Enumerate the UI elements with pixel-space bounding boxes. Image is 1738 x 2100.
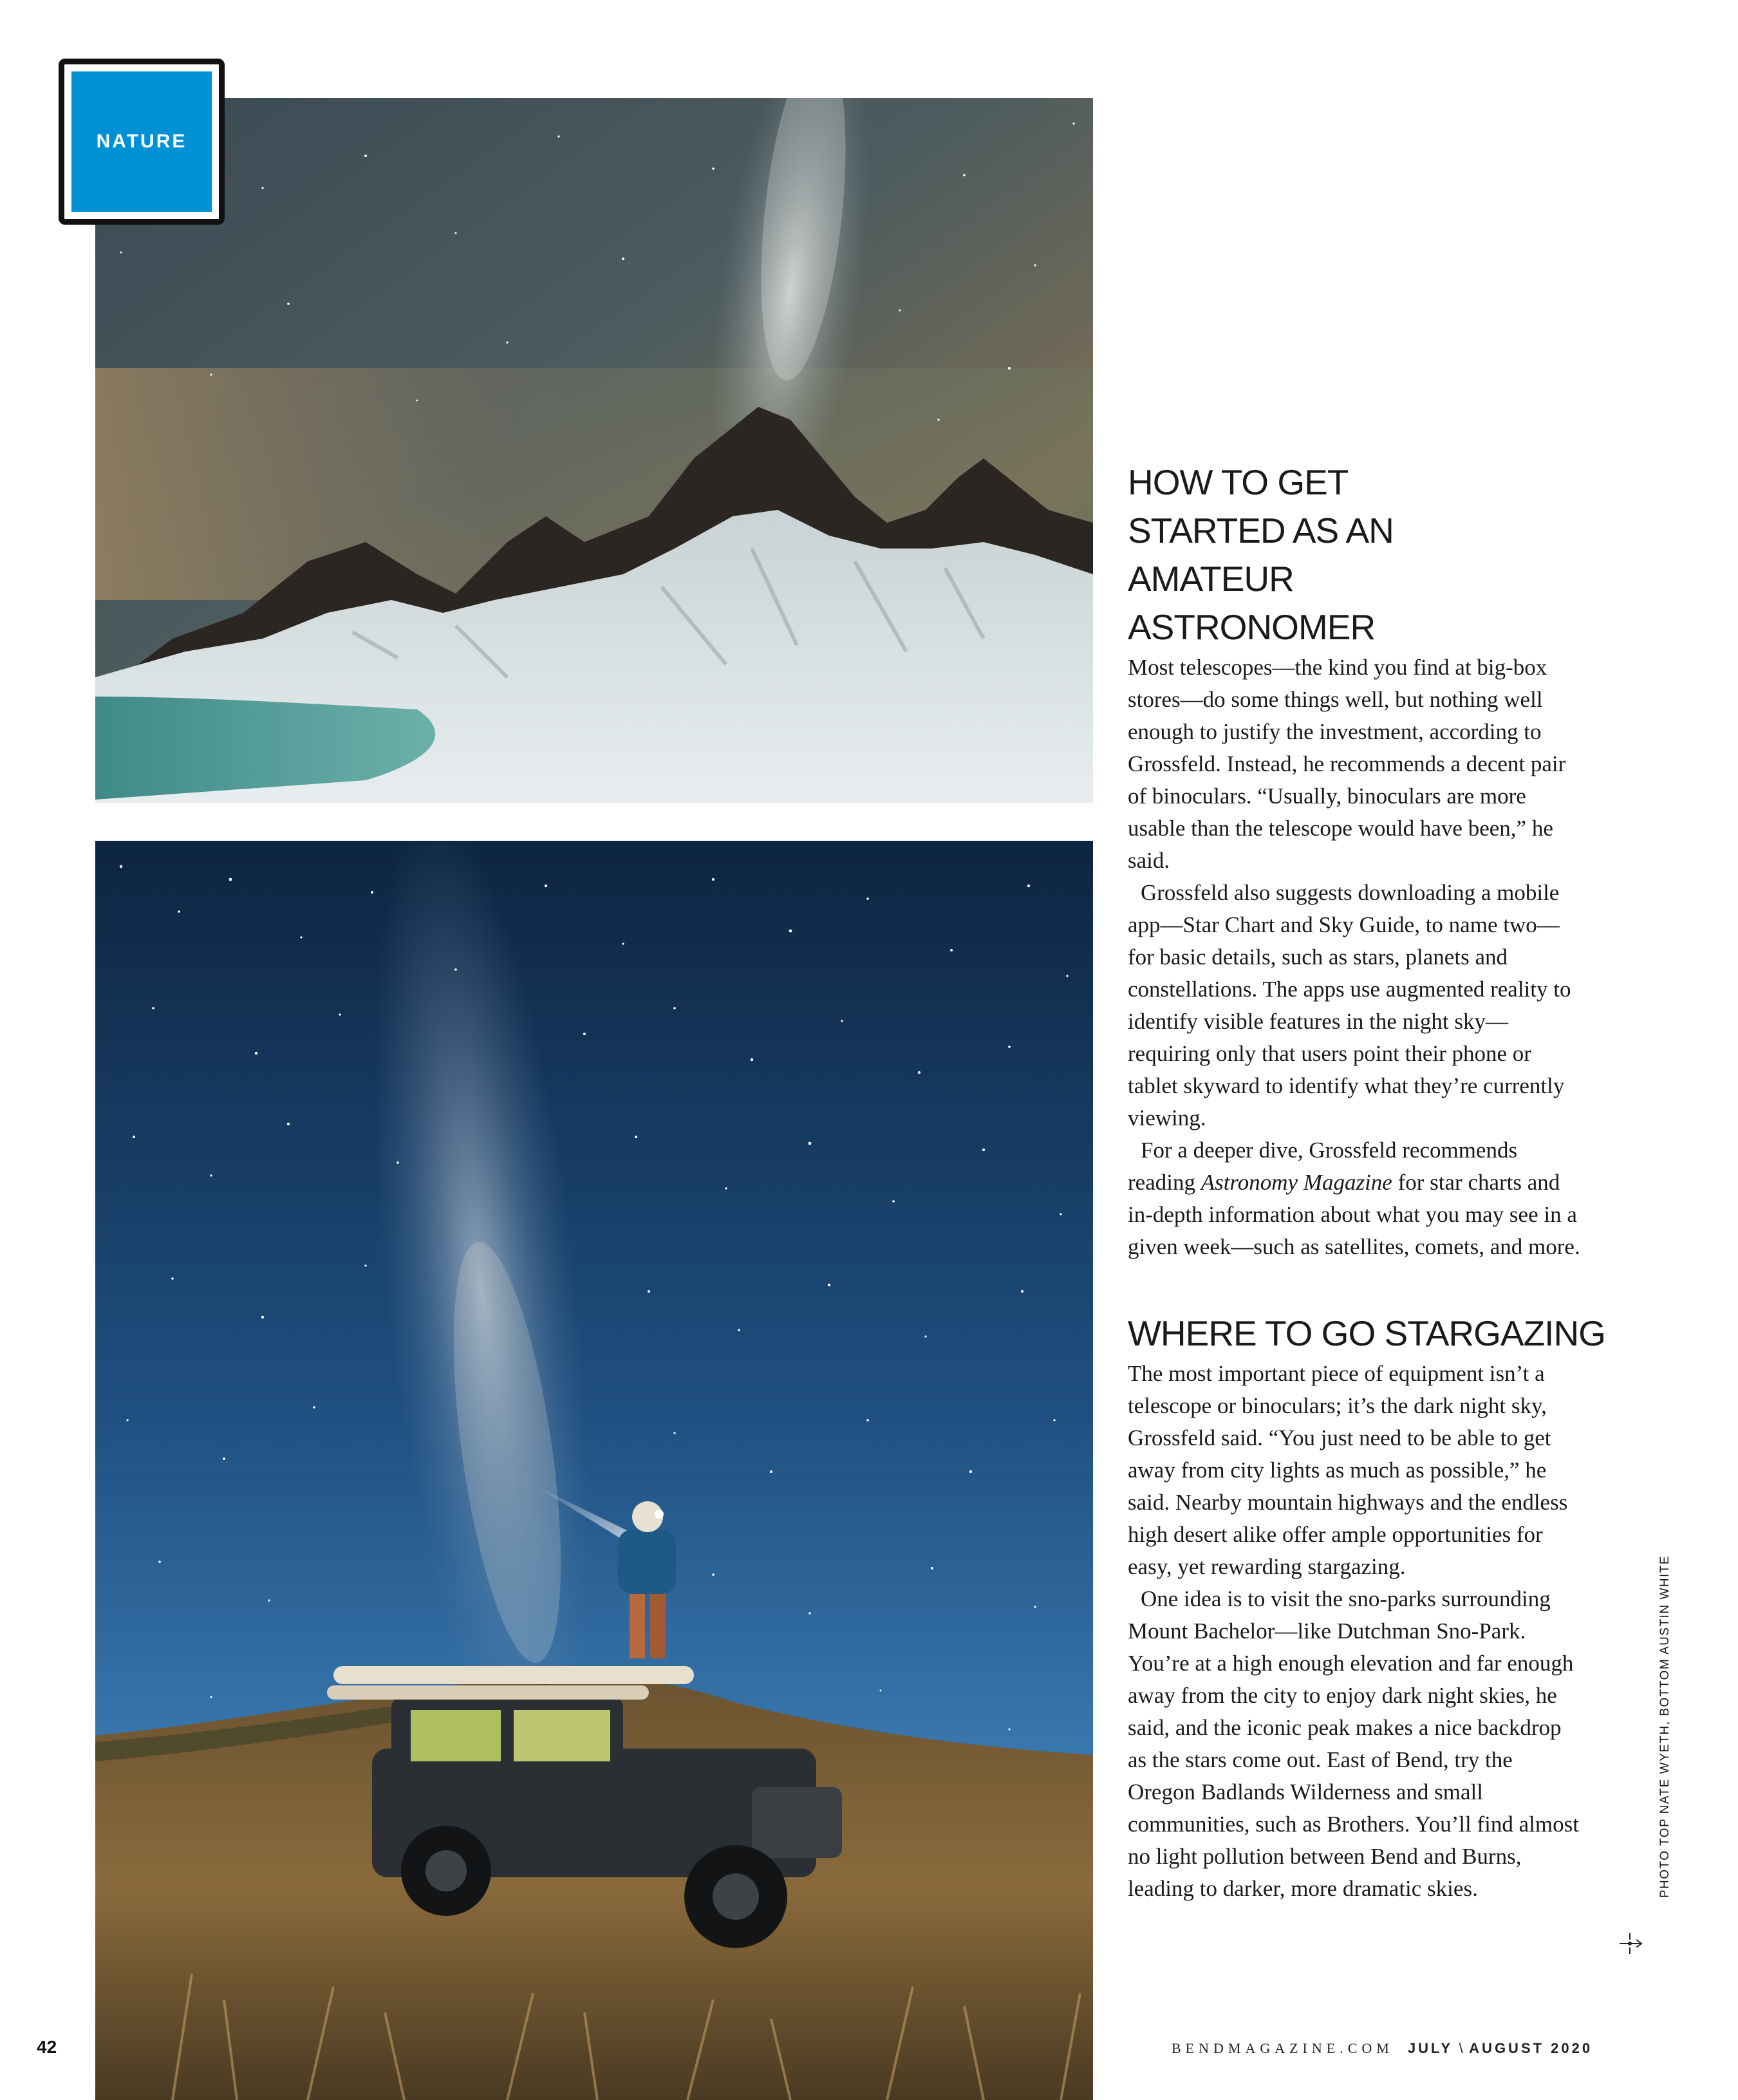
photo-top-mountain xyxy=(95,98,1093,803)
body-text: For a deeper dive, Grossfeld recommends reading xyxy=(1128,1138,1518,1195)
section-heading-getting-started: HOW TO GET STARTED AS AN AMATEUR ASTRONOMER xyxy=(1128,462,1394,647)
body-paragraph: The most important piece of equipment isn’t a telescope or binoculars; it’s the dark night sky, Grossfeld said. “You just need to be able to get away from city lights as much as possible,” he said. Nearby mountain highways and the endless high desert alike offer ample opportunities for easy, yet rewarding stargazing. xyxy=(1128,1361,1568,1579)
photo-credit xyxy=(1656,1553,1675,1900)
footer-site: BENDMAGAZINE.COM xyxy=(1172,2040,1394,2056)
footer-issue-left: JULY xyxy=(1407,2040,1453,2056)
body-paragraph: Most telescopes—the kind you find at big-box stores—do some things well, but nothing well enough to justify the investment, according to Grossfeld. Instead, he recommends a decent pair of binoculars. “Usually, binoculars are more usable than the telescope would have been,” he said. xyxy=(1128,655,1566,873)
mountain-milky-way-image xyxy=(95,98,1093,803)
body-paragraph: Grossfeld also suggests downloading a mobile app—Star Chart and Sky Guide, to name two—for basic details, such as stars, planets and constellations. The apps use augmented reality to identify visible features in the night sky—requiring only that users point their phone or tablet skyward to identify what they’re currently viewing. xyxy=(1128,880,1571,1130)
section-tag-label: NATURE xyxy=(96,131,187,152)
body-paragraph xyxy=(1128,1134,1585,1263)
stargazer-truck-image xyxy=(95,841,1093,2100)
photo-credit-text: PHOTO TOP NATE WYETH, BOTTOM AUSTIN WHITE xyxy=(1658,1555,1672,1898)
continue-arrow-icon xyxy=(1617,1929,1645,1958)
running-footer xyxy=(1172,2040,1593,2057)
footer-issue-right: AUGUST 2020 xyxy=(1469,2040,1593,2056)
section-heading-where-to-go: WHERE TO GO STARGAZING xyxy=(1128,1313,1605,1353)
photo-bottom-stargazer xyxy=(95,841,1093,2100)
article-column xyxy=(1128,458,1605,1905)
page-number: 42 xyxy=(37,2037,57,2057)
footer-separator: \ xyxy=(1459,2040,1463,2056)
section-tag xyxy=(59,59,225,225)
body-paragraph: One idea is to visit the sno-parks surrounding Mount Bachelor—like Dutchman Sno-Park. You’re at a high enough elevation and far enough away from the city to enjoy dark night skies, he said, and the iconic peak makes a nice backdrop as the stars come out. East of Bend, try the Oregon Badlands Wilderness and small communities, such as Brothers. You’ll find almost no light pollution between Bend and Burns, leading to darker, more dramatic skies. xyxy=(1128,1586,1579,1901)
magazine-title: Astronomy Magazine xyxy=(1201,1170,1392,1195)
body-text: for star charts and in-depth information about what you may see in a given week—such as satellites, comets, and more. xyxy=(1128,1170,1580,1259)
section-tag-box xyxy=(71,71,212,212)
